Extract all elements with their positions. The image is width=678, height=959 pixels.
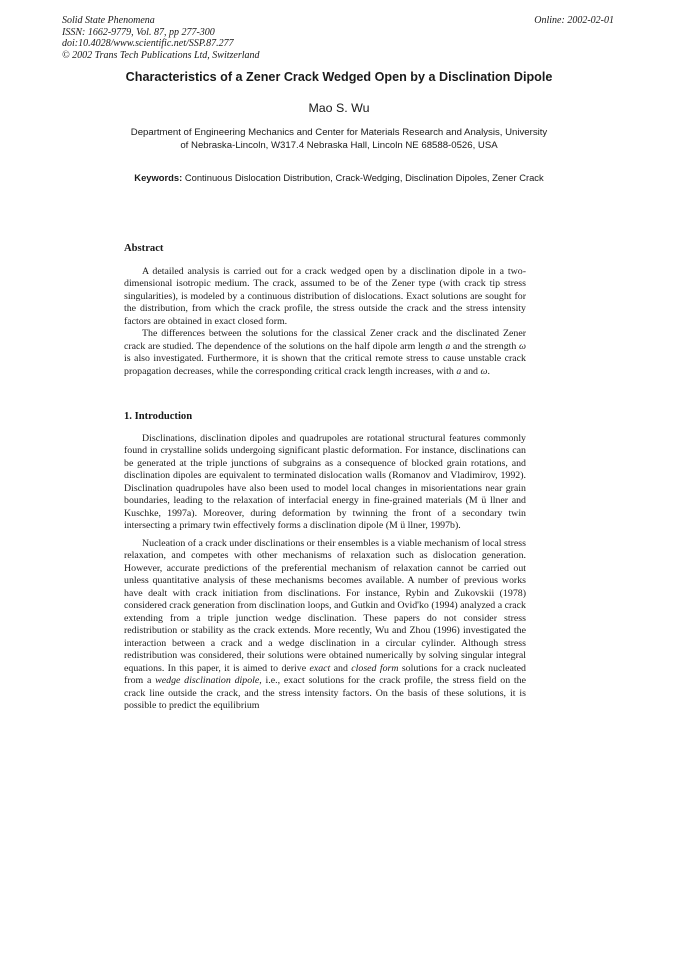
var-omega: ω: [519, 340, 527, 352]
journal-name: Solid State Phenomena: [62, 15, 155, 26]
emphasis-exact: exact: [309, 662, 331, 674]
keywords-label: Keywords:: [134, 172, 183, 183]
keywords: [0, 172, 678, 183]
online-date: Online: 2002-02-01: [534, 15, 614, 26]
emphasis-closed-form: closed form: [351, 662, 399, 674]
doi-line: doi:10.4028/www.scientific.net/SSP.87.277: [62, 38, 234, 49]
copyright-line: © 2002 Trans Tech Publications Ltd, Switzerland: [62, 49, 260, 61]
journal-header: [62, 15, 260, 61]
introduction-heading: 1. Introduction: [124, 411, 193, 422]
var-a: a: [445, 340, 451, 352]
abstract-section: [124, 243, 526, 378]
introduction-section: [124, 411, 526, 713]
affiliation: [90, 126, 588, 152]
paper-title: Characteristics of a Zener Crack Wedged Open by a Disclination Dipole: [125, 70, 553, 84]
var-omega: ω: [480, 365, 488, 377]
issn-line: ISSN: 1662-9779, Vol. 87, pp 277-300: [62, 26, 215, 38]
intro-paragraph-2: Nucleation of a crack under disclinations or their ensembles is a viable mechanism of local stress relaxation, and competes with other mechanisms of relaxation such as dislocation generation. However, accurate predictions of the preferential mechanism of relaxation cannot be carried out unless quantitative analysis of these mechanisms becomes available. A number of previous works have dealt with crack initiation from disclinations. For instance, Rybin and Zukovskii (1978) considered crack generation from disclination loops, and Gutkin and Ovid'ko (1994) analyzed a crack extending from a triple junction wedge disclination. These papers do not consider stress redistribution or stability as the crack extends. More recently, Wu and Zhou (1996) investigated the interaction between a crack and a wedge disclination in a circular cylinder. Although stress redistribution was considered, their solutions were obtained numerically by solving singular integral equations. In this paper, it is aimed to derive exact and closed form solutions for a crack nucleated from a wedge disclination dipole, i.e., exact solutions for the crack profile, the stress field on the crack line outside the crack, and the stress intensity factors. On the basis of these solutions, it is possible to predict the equilibrium: [124, 537, 526, 711]
author-name: Mao S. Wu: [308, 101, 370, 115]
keywords-text: Continuous Dislocation Distribution, Crack-Wedging, Disclination Dipoles, Zener Crack: [184, 172, 544, 183]
affiliation-line-2: of Nebraska-Lincoln, W317.4 Nebraska Hall, Lincoln NE 68588-0526, USA: [180, 140, 498, 151]
var-a: a: [456, 365, 462, 377]
abstract-heading: Abstract: [124, 243, 164, 254]
intro-paragraph-1: Disclinations, disclination dipoles and quadrupoles are rotational structural features commonly found in crystalline solids undergoing significant plastic deformation. For instance, disclinations can be generated at the triple junctions of subgrains as a consequence of blocked grain rotations, and disclination dipoles are equivalent to terminated dislocation walls (Romanov and Vladimirov, 1992). Disclination quadrupoles have also been used to model local changes in misorientations near grain boundaries, leading to the relaxation of interfacial energy in fine-grained materials (M ü llner and Kuschke, 1997a). Moreover, during deformation by twinning the front of a secondary twin intersecting a primary twin effectively forms a disclination dipole (M ü llner, 1997b).: [124, 432, 526, 531]
abstract-paragraph-1: A detailed analysis is carried out for a crack wedged open by a disclination dipole in a two-dimensional isotropic medium. The crack, assumed to be of the Zener type (with crack tip stress singularities), is modeled by a continuous distribution of dislocations. Exact solutions are sought for the distribution, from which the crack profile, the stress outside the crack and the stress intensity factors are obtained in exact closed form.: [124, 265, 526, 327]
emphasis-wedge-disclination-dipole: wedge disclination dipole: [155, 675, 260, 686]
abstract-paragraph-2: The differences between the solutions for the classical Zener crack and the disclinated Zener crack are studied. The dependence of the solutions on the half dipole arm length a and the strength ω is also investigated. Furthermore, it is shown that the critical remote stress to cause unstable crack propagation decreases, while the corresponding critical crack length increases, with a and ω.: [124, 328, 527, 377]
affiliation-line-1: Department of Engineering Mechanics and Center for Materials Research and Analysis, University: [130, 127, 548, 138]
